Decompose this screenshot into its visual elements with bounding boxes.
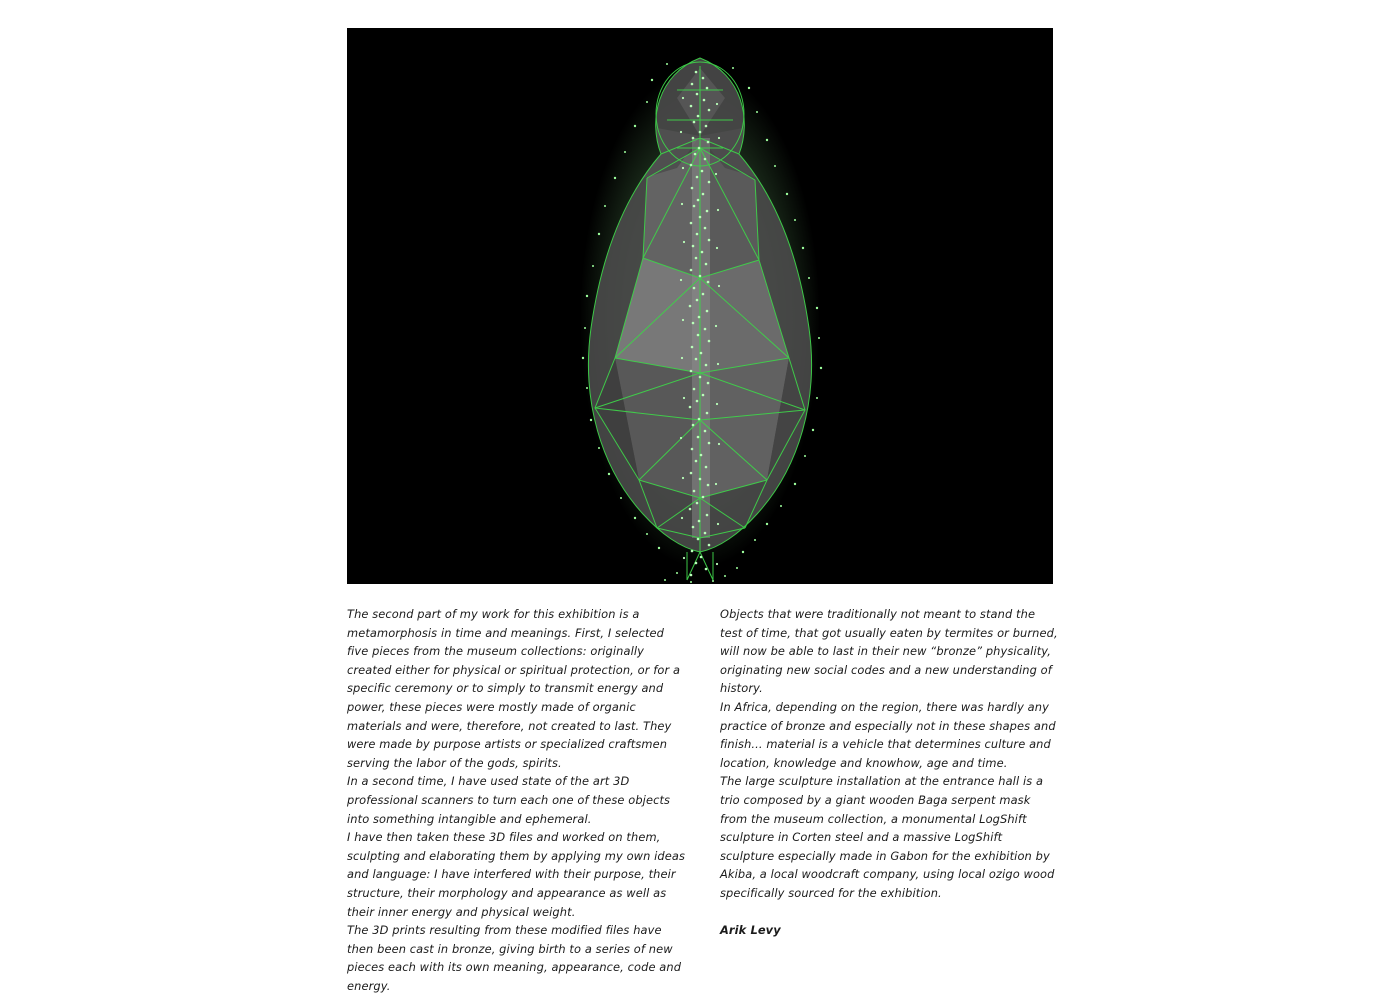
text-column-right [720, 605, 1060, 939]
paragraph: The second part of my work for this exhibition is a metamorphosis in time and meanings. First, I selected five pieces from the museum collections: originally created either for physical or spiritual protection, or for a specific ceremony or to simply to transmit energy and power, these pieces were mostly made of organic materials and were, therefore, not created to last. They were made by purpose artists or specialized craftsmen serving the labor of the gods, spirits. [347, 607, 681, 770]
paragraph: The 3D prints resulting from these modified files have then been cast in bronze, giving birth to a series of new pieces each with its own meaning, appearance, code and energy. [347, 923, 682, 993]
paragraph: Objects that were traditionally not meant to stand the test of time, that got usually eaten by termites or burned, will now be able to last in their new “bronze” physicality, originating new social codes and a new understanding of history. [720, 607, 1058, 696]
author-signature: Arik Levy [720, 922, 781, 937]
article-text [347, 605, 1058, 993]
paragraph: I have then taken these 3D files and worked on them, sculpting and elaborating them by applying my own ideas and language: I have interfered with their purpose, their structure, their morphology and appearance as well as their inner energy and physical weight. [347, 830, 686, 919]
text-column-left [347, 605, 687, 995]
paragraph: In Africa, depending on the region, there was hardly any practice of bronze and especially not in these shapes and finish... material is a vehicle that determines culture and location, knowledge and knowhow, age and time. [720, 699, 1056, 770]
paragraph: In a second time, I have used state of the art 3D professional scanners to turn each one of these objects into something intangible and ephemeral. [347, 774, 671, 826]
3d-scan-point-cloud-sculpture [347, 28, 1053, 584]
figure-image-panel [347, 28, 1053, 584]
paragraph: The large sculpture installation at the entrance hall is a trio composed by a giant wooden Baga serpent mask from the museum collection, a monumental LogShift sculpture in Corten steel and a massive LogShift sculpture especially made in Gabon for the exhibition by Akiba, a local woodcraft company, using local ozigo wood specifically sourced for the exhibition. [720, 774, 1055, 900]
